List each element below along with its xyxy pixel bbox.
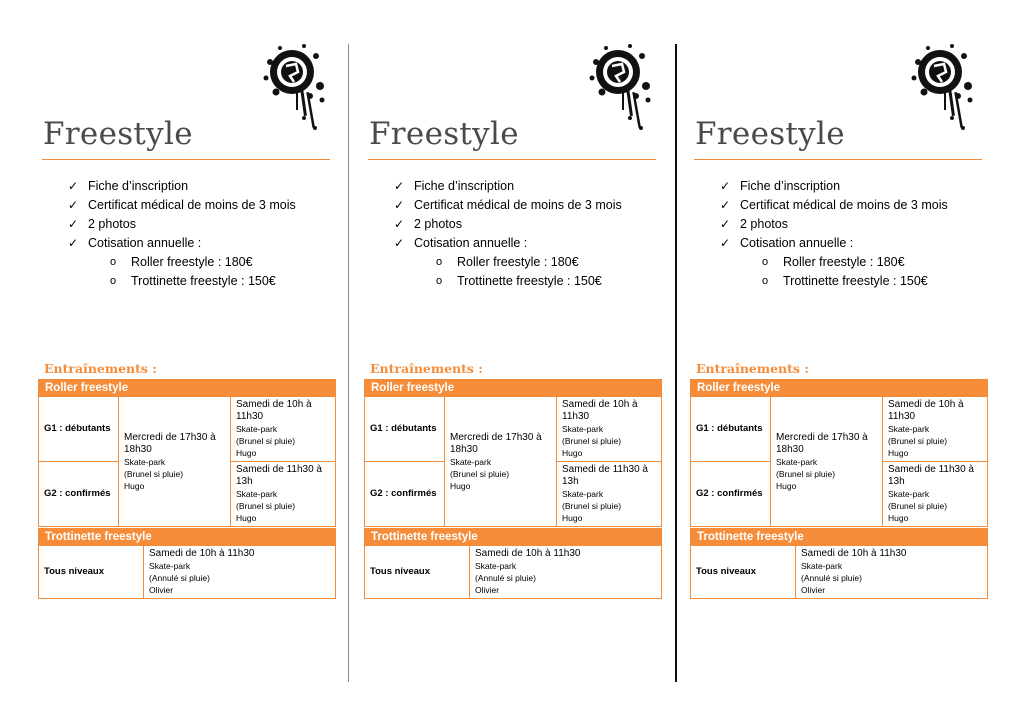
flyer-title: Freestyle: [43, 116, 193, 152]
fees-list: [740, 253, 948, 291]
scooter-schedule-table: [38, 528, 336, 599]
circle-bullet-icon: o: [436, 256, 443, 268]
club-logo-icon: [584, 42, 656, 132]
flyer-column: [38, 0, 338, 725]
saturday-session: Samedi de 10h à 11h30 Skate-park (Brunel si pluie) Hugo: [231, 397, 336, 462]
roller-heading: Roller freestyle: [365, 380, 662, 397]
wednesday-session: Mercredi de 17h30 à 18h30 Skate-park (Brunel si pluie) Hugo: [445, 397, 557, 527]
club-logo-icon: [258, 42, 330, 132]
saturday-session: Samedi de 11h30 à 13h Skate-park (Brunel si pluie) Hugo: [557, 462, 662, 527]
group-label: G1 : débutants: [365, 397, 445, 462]
trainings-heading: Entraînements :: [44, 361, 157, 376]
wednesday-session: Mercredi de 17h30 à 18h30 Skate-park (Brunel si pluie) Hugo: [119, 397, 231, 527]
flyer-title: Freestyle: [369, 116, 519, 152]
requirement-item: ✓ 2 photos: [68, 215, 296, 234]
column-divider: [348, 44, 349, 682]
checkmark-icon: ✓: [720, 217, 731, 231]
scooter-schedule-table: [690, 528, 988, 599]
checkmark-icon: ✓: [68, 236, 79, 250]
fee-item: o Roller freestyle : 180€: [740, 253, 948, 272]
scooter-heading: Trottinette freestyle: [365, 529, 662, 546]
fees-list: [414, 253, 622, 291]
requirements-list: [394, 177, 622, 288]
requirement-item: ✓ Fiche d’inscription: [394, 177, 622, 196]
group-label: G2 : confirmés: [365, 462, 445, 527]
requirement-item: ✓ Certificat médical de moins de 3 mois: [720, 196, 948, 215]
checkmark-icon: ✓: [394, 179, 405, 193]
group-label: G2 : confirmés: [691, 462, 771, 527]
group-label: G1 : débutants: [39, 397, 119, 462]
circle-bullet-icon: o: [762, 275, 769, 287]
checkmark-icon: ✓: [68, 198, 79, 212]
title-underline: [368, 159, 656, 160]
trainings-heading: Entraînements :: [370, 361, 483, 376]
saturday-session: Samedi de 11h30 à 13h Skate-park (Brunel si pluie) Hugo: [883, 462, 988, 527]
fee-item: o Roller freestyle : 180€: [88, 253, 296, 272]
club-logo-icon: [906, 42, 978, 132]
saturday-session: Samedi de 10h à 11h30 Skate-park (Annulé si pluie) Olivier: [796, 546, 988, 599]
circle-bullet-icon: o: [762, 256, 769, 268]
title-underline: [42, 159, 330, 160]
checkmark-icon: ✓: [394, 198, 405, 212]
scooter-heading: Trottinette freestyle: [691, 529, 988, 546]
requirement-item: ✓ Cotisation annuelle : o Roller freestyle : 180€ o Trottinette freestyle : 150€: [394, 234, 622, 253]
saturday-session: Samedi de 11h30 à 13h Skate-park (Brunel si pluie) Hugo: [231, 462, 336, 527]
checkmark-icon: ✓: [394, 217, 405, 231]
fee-item: o Roller freestyle : 180€: [414, 253, 622, 272]
requirement-item: ✓ 2 photos: [394, 215, 622, 234]
roller-schedule-table: [38, 379, 336, 527]
circle-bullet-icon: o: [436, 275, 443, 287]
saturday-session: Samedi de 10h à 11h30 Skate-park (Annulé si pluie) Olivier: [144, 546, 336, 599]
fee-item: o Trottinette freestyle : 150€: [88, 272, 296, 291]
scooter-heading: Trottinette freestyle: [39, 529, 336, 546]
requirement-item: ✓ Certificat médical de moins de 3 mois: [394, 196, 622, 215]
requirement-item: ✓ Cotisation annuelle : o Roller freestyle : 180€ o Trottinette freestyle : 150€: [720, 234, 948, 253]
level-label: Tous niveaux: [365, 546, 470, 599]
circle-bullet-icon: o: [110, 256, 117, 268]
checkmark-icon: ✓: [720, 198, 731, 212]
saturday-session: Samedi de 10h à 11h30 Skate-park (Annulé si pluie) Olivier: [470, 546, 662, 599]
checkmark-icon: ✓: [68, 179, 79, 193]
title-underline: [694, 159, 982, 160]
roller-schedule-table: [690, 379, 988, 527]
roller-schedule-table: [364, 379, 662, 527]
flyer-column: [364, 0, 664, 725]
saturday-session: Samedi de 10h à 11h30 Skate-park (Brunel si pluie) Hugo: [883, 397, 988, 462]
fee-item: o Trottinette freestyle : 150€: [414, 272, 622, 291]
fee-item: o Trottinette freestyle : 150€: [740, 272, 948, 291]
scooter-schedule-table: [364, 528, 662, 599]
fees-list: [88, 253, 296, 291]
roller-heading: Roller freestyle: [39, 380, 336, 397]
requirement-item: ✓ Cotisation annuelle : o Roller freestyle : 180€ o Trottinette freestyle : 150€: [68, 234, 296, 253]
group-label: G1 : débutants: [691, 397, 771, 462]
checkmark-icon: ✓: [68, 217, 79, 231]
checkmark-icon: ✓: [720, 179, 731, 193]
trainings-heading: Entraînements :: [696, 361, 809, 376]
requirements-list: [720, 177, 948, 288]
requirement-item: ✓ Fiche d’inscription: [68, 177, 296, 196]
requirement-item: ✓ Certificat médical de moins de 3 mois: [68, 196, 296, 215]
level-label: Tous niveaux: [691, 546, 796, 599]
checkmark-icon: ✓: [394, 236, 405, 250]
saturday-session: Samedi de 10h à 11h30 Skate-park (Brunel si pluie) Hugo: [557, 397, 662, 462]
requirement-item: ✓ Fiche d’inscription: [720, 177, 948, 196]
wednesday-session: Mercredi de 17h30 à 18h30 Skate-park (Brunel si pluie) Hugo: [771, 397, 883, 527]
checkmark-icon: ✓: [720, 236, 731, 250]
roller-heading: Roller freestyle: [691, 380, 988, 397]
requirements-list: [68, 177, 296, 288]
level-label: Tous niveaux: [39, 546, 144, 599]
requirement-item: ✓ 2 photos: [720, 215, 948, 234]
flyer-column: [690, 0, 990, 725]
column-divider: [675, 44, 677, 682]
circle-bullet-icon: o: [110, 275, 117, 287]
group-label: G2 : confirmés: [39, 462, 119, 527]
flyer-title: Freestyle: [695, 116, 845, 152]
